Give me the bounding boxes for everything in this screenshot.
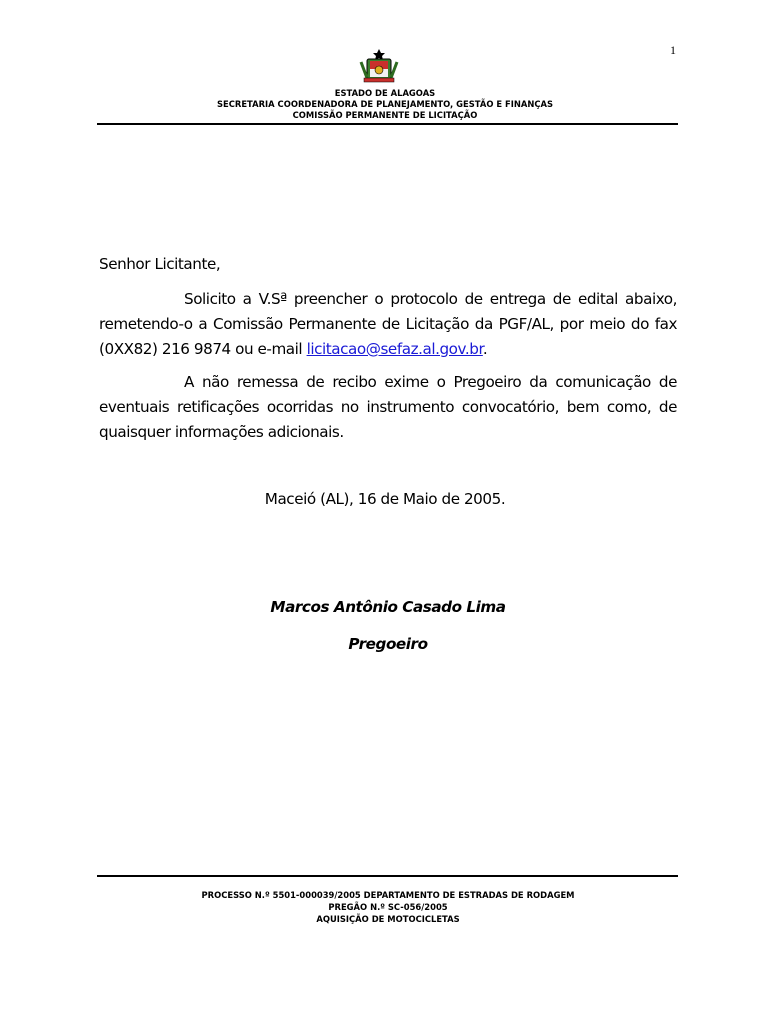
page-number: 1 [670, 43, 676, 57]
signer-role: Pregoeiro [348, 635, 428, 653]
header-divider [97, 123, 678, 125]
footer [0, 889, 770, 925]
state-name: ESTADO DE ALAGOAS [334, 88, 436, 98]
email-link[interactable]: licitacao@sefaz.al.gov.br [306, 340, 483, 358]
date-line: Maceió (AL), 16 de Maio de 2005. [264, 490, 506, 508]
request-text: Solicito a V.Sª preencher o protocolo de entrega de edital abaixo, remetendo-o a Comissão Permanente de Licitação da PGF/AL, por meio do fax (0XX82) 216 9874 ou e-mail [99, 290, 677, 358]
request-paragraph [99, 287, 677, 362]
disclaimer-paragraph: A não remessa de recibo exime o Pregoeiro da comunicação de eventuais retificações ocorridas no instrumento convocatório, bem como, de quaisquer informações adicionais. [99, 373, 677, 441]
state-coat-of-arms-icon [358, 48, 400, 84]
salutation: Senhor Licitante, [99, 255, 221, 273]
auction-line: PREGÃO N.º SC-056/2005 [328, 902, 448, 912]
process-line: PROCESSO N.º 5501-000039/2005 DEPARTAMENTO DE ESTRADAS DE RODAGEM [201, 890, 575, 900]
letterhead [0, 88, 770, 121]
signer-name: Marcos Antônio Casado Lima [270, 598, 506, 616]
footer-divider [97, 875, 678, 877]
commission-name: COMISSÃO PERMANENTE DE LICITAÇÃO [292, 110, 478, 120]
request-text-end: . [482, 340, 488, 358]
subject-line: AQUISIÇÃO DE MOTOCICLETAS [316, 914, 460, 924]
secretariat-name: SECRETARIA COORDENADORA DE PLANEJAMENTO, GESTÃO E FINANÇAS [216, 99, 553, 109]
